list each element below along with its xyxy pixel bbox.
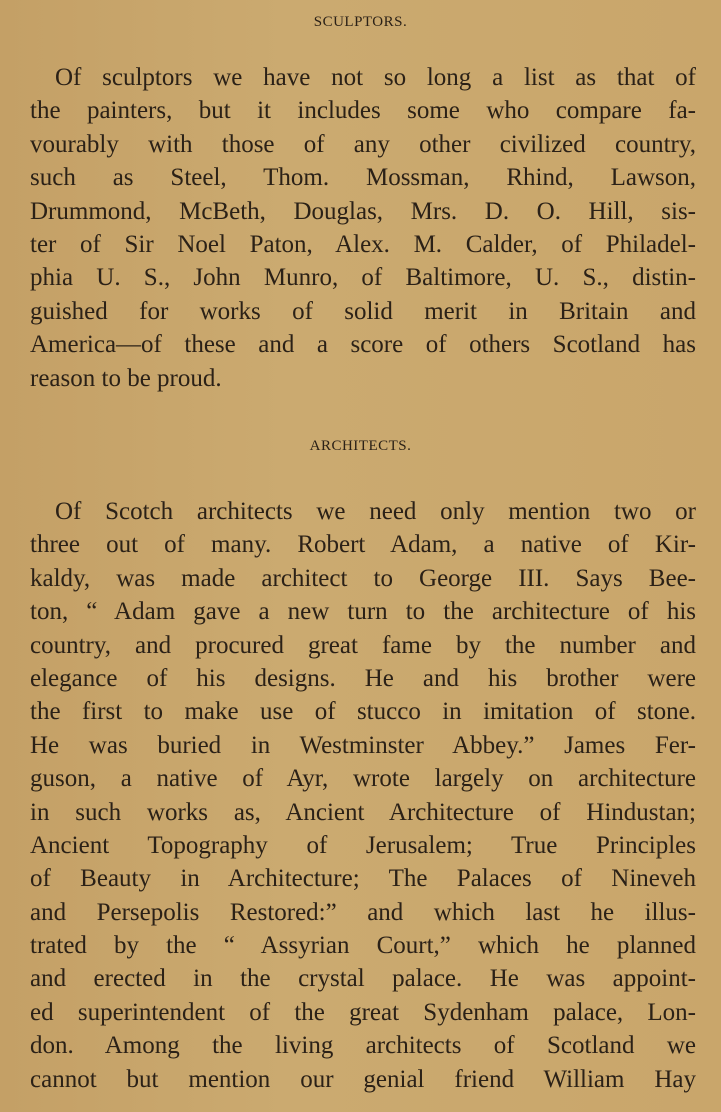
text-line: America—of these and a score of others Scotland has bbox=[30, 331, 696, 359]
text-line: and Persepolis Restored:” and which last he illus- bbox=[30, 898, 696, 926]
text-line: three out of many. Robert Adam, a native of Kir- bbox=[30, 531, 696, 559]
paragraph-sculptors bbox=[30, 61, 696, 395]
text-line: trated by the “ Assyrian Court,” which he planned bbox=[30, 932, 696, 960]
text-line: Ancient Topography of Jerusalem; True Principles bbox=[30, 831, 696, 859]
text-line: kaldy, was made architect to George III. Says Bee- bbox=[30, 564, 696, 592]
text-line: reason to be proud. bbox=[30, 364, 222, 392]
text-line: and erected in the crystal palace. He was appoint- bbox=[30, 965, 696, 993]
text-line: ton, “ Adam gave a new turn to the architecture of his bbox=[30, 598, 696, 626]
paragraph-architects bbox=[30, 495, 696, 1096]
text-line: ter of Sir Noel Paton, Alex. M. Calder, of Philadel- bbox=[30, 230, 696, 258]
text-line: Of sculptors we have not so long a list as that of bbox=[55, 64, 696, 91]
text-line: the first to make use of stucco in imitation of stone. bbox=[30, 698, 696, 726]
text-line: in such works as, Ancient Architecture of Hindustan; bbox=[30, 798, 696, 826]
text-line: cannot but mention our genial friend William Hay bbox=[30, 1065, 696, 1093]
text-line: country, and procured great fame by the number and bbox=[30, 631, 696, 659]
section-heading-architects: ARCHITECTS. bbox=[309, 438, 412, 454]
text-line: the painters, but it includes some who compare fa- bbox=[30, 97, 696, 125]
text-line: Drummond, McBeth, Douglas, Mrs. D. O. Hill, sis- bbox=[30, 197, 696, 225]
text-line: elegance of his designs. He and his brother were bbox=[30, 664, 696, 692]
text-line: phia U. S., John Munro, of Baltimore, U. S., distin- bbox=[30, 264, 696, 292]
text-line: Of Scotch architects we need only mention two or bbox=[55, 498, 696, 525]
text-line: guson, a native of Ayr, wrote largely on architecture bbox=[30, 765, 696, 793]
text-line: don. Among the living architects of Scotland we bbox=[30, 1032, 696, 1060]
text-line: guished for works of solid merit in Britain and bbox=[30, 297, 696, 325]
text-line: He was buried in Westminster Abbey.” James Fer- bbox=[30, 731, 696, 759]
section-heading-sculptors: SCULPTORS. bbox=[313, 14, 408, 30]
text-line: vourably with those of any other civilized country, bbox=[30, 130, 696, 158]
text-line: of Beauty in Architecture; The Palaces of Nineveh bbox=[30, 865, 696, 893]
text-line: such as Steel, Thom. Mossman, Rhind, Lawson, bbox=[30, 164, 696, 192]
text-line: ed superintendent of the great Sydenham palace, Lon- bbox=[30, 998, 696, 1026]
